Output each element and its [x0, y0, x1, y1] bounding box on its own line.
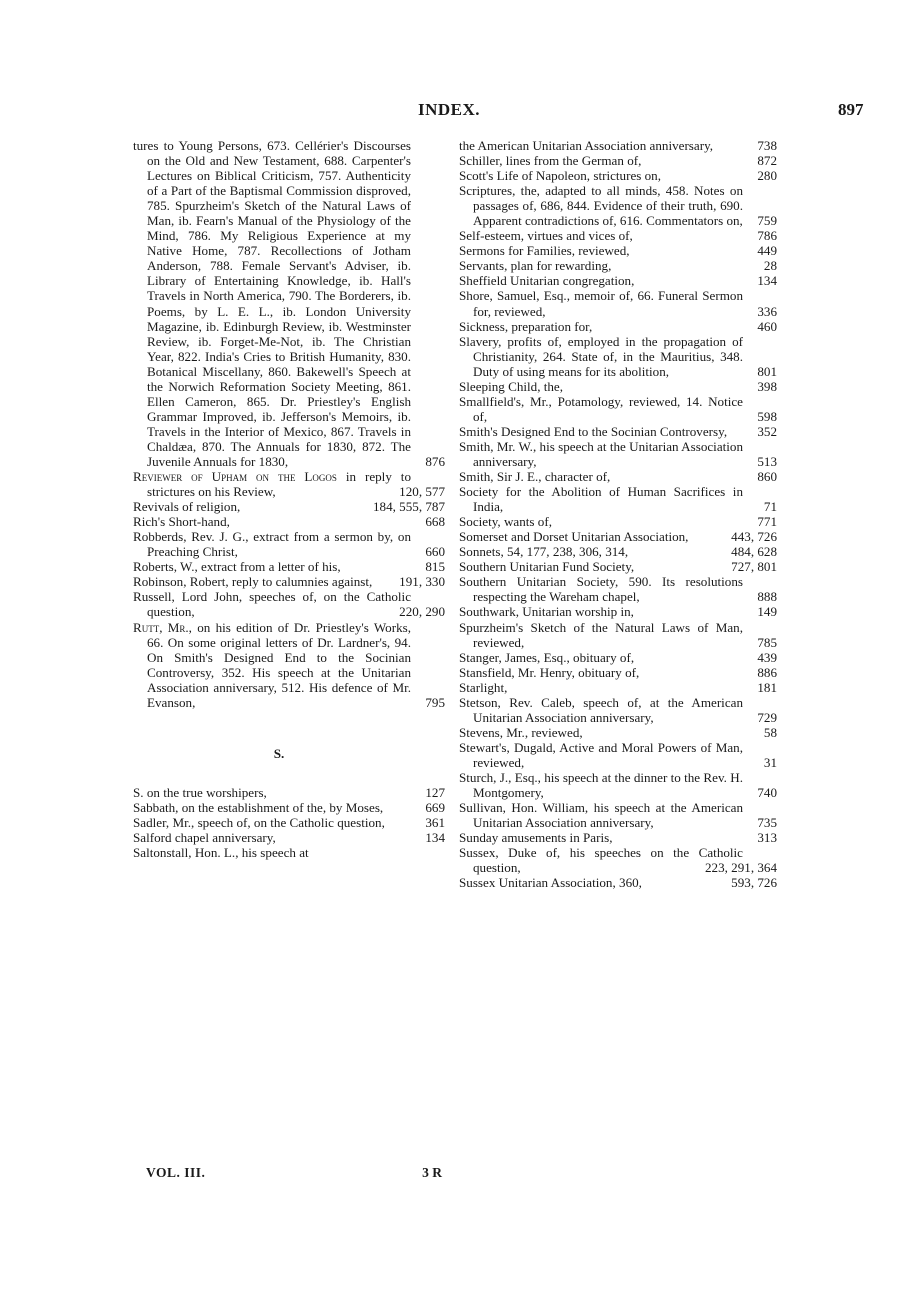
entry-page-ref: 815	[425, 559, 445, 575]
volume-label: VOL. III.	[146, 1165, 206, 1180]
index-entry	[459, 484, 777, 514]
index-entry	[459, 559, 777, 574]
entry-text: Smallfield's, Mr., Potamology, reviewed, 14. Notice of,	[459, 393, 743, 424]
index-entry	[133, 785, 445, 800]
index-entry	[133, 620, 445, 710]
entry-text: Sturch, J., Esq., his speech at the dinner to the Rev. H. Montgomery,	[459, 769, 743, 801]
entry-page-ref: 759	[757, 213, 777, 229]
entry-page-ref: 120, 577	[399, 484, 445, 500]
entry-heading: Reviewer of Upham on the Logos	[133, 469, 337, 485]
index-entry	[133, 574, 445, 589]
index-entry	[459, 379, 777, 394]
entry-text: Society for the Abolition of Human Sacrifices in India,	[459, 484, 743, 515]
index-entry	[133, 469, 445, 499]
entry-page-ref: 786	[757, 228, 777, 244]
entry-text: Southern Unitarian Society, 590. Its resolutions respecting the Wareham chapel,	[459, 574, 743, 605]
index-entry	[459, 138, 777, 153]
entry-text: Sleeping Child, the,	[459, 378, 564, 394]
entry-page-ref: 795	[425, 694, 445, 710]
entry-page-ref: 876	[425, 453, 445, 469]
entry-page-ref: 668	[425, 514, 445, 530]
entry-page-ref: 449	[757, 243, 777, 259]
entry-text: Smith's Designed End to the Socinian Controversy,	[459, 423, 728, 439]
entry-text: Stewart's, Dugald, Active and Moral Powers of Man, reviewed,	[459, 739, 743, 770]
index-entry	[459, 770, 777, 800]
index-entry	[133, 529, 445, 559]
entry-page-ref: 860	[757, 469, 777, 485]
entry-page-ref: 191, 330	[399, 574, 445, 590]
index-column-left	[133, 138, 445, 860]
index-entry	[459, 604, 777, 619]
index-entry	[459, 273, 777, 288]
index-entry	[459, 439, 777, 469]
index-entry	[133, 800, 445, 815]
entry-page-ref: 872	[757, 153, 777, 169]
entry-text: Sussex Unitarian Association, 360,	[459, 875, 642, 891]
entry-page-ref: 460	[757, 318, 777, 334]
index-entry	[459, 845, 777, 875]
entry-page-ref: 134	[425, 829, 445, 845]
entry-text: Spurzheim's Sketch of the Natural Laws of Man, reviewed,	[459, 619, 743, 650]
entry-page-ref: 801	[757, 363, 777, 379]
entry-text: Saltonstall, Hon. L., his speech at	[133, 845, 309, 861]
entry-page-ref: 740	[757, 785, 777, 801]
entry-page-ref: 735	[757, 815, 777, 831]
entry-page-ref: 660	[425, 544, 445, 560]
entry-page-ref: 443, 726	[731, 529, 777, 545]
index-entry	[133, 830, 445, 845]
index-entry	[459, 469, 777, 484]
entry-text: Sadler, Mr., speech of, on the Catholic question,	[133, 814, 385, 830]
index-entry	[459, 665, 777, 680]
entry-page-ref: 352	[757, 423, 777, 439]
entry-text: Robinson, Robert, reply to calumnies against,	[133, 574, 373, 590]
entry-page-ref: 149	[757, 604, 777, 620]
entry-page-ref: 28	[763, 258, 777, 274]
entry-page-ref: 727, 801	[731, 559, 777, 575]
entry-page-ref: 313	[757, 830, 777, 846]
signature-mark: 3 R	[422, 1165, 442, 1180]
entry-text: Schiller, lines from the German of,	[459, 153, 642, 169]
entry-text: Stetson, Rev. Caleb, speech of, at the American Unitarian Association anniversary,	[459, 694, 743, 725]
entry-page-ref: 785	[757, 634, 777, 650]
entry-page-ref: 71	[763, 499, 777, 515]
entry-page-ref: 181	[757, 679, 777, 695]
index-entry	[459, 319, 777, 334]
entry-page-ref: 729	[757, 709, 777, 725]
entry-text: Smith, Mr. W., his speech at the Unitarian Association anniversary,	[459, 438, 743, 469]
index-entry	[459, 800, 777, 830]
index-entry	[459, 258, 777, 273]
entry-text: S. on the true worshipers,	[133, 784, 267, 800]
page-header	[0, 100, 909, 124]
index-entry	[459, 243, 777, 258]
entry-text: Sullivan, Hon. William, his speech at the American Unitarian Association anniversary,	[459, 800, 743, 831]
entry-text: the American Unitarian Association anniversary,	[459, 138, 714, 153]
index-entry	[133, 514, 445, 529]
entry-page-ref: 336	[757, 303, 777, 319]
entry-text: Society, wants of,	[459, 514, 552, 530]
entry-text: Stanger, James, Esq., obituary of,	[459, 649, 635, 665]
entry-page-ref: 361	[425, 814, 445, 830]
entry-text: Southwark, Unitarian worship in,	[459, 604, 634, 620]
page-footer	[146, 1165, 442, 1181]
index-column-right	[459, 138, 777, 890]
index-block-s	[133, 785, 445, 860]
index-entry	[459, 830, 777, 845]
entry-text: Scriptures, the, adapted to all minds, 458. Notes on passages of, 686, 844. Evidence of their truth, 690. Apparent contradictions of, 616. Commentators on,	[459, 183, 743, 229]
index-entry	[459, 574, 777, 604]
index-entry	[459, 228, 777, 243]
index-entry	[459, 153, 777, 168]
entry-text: Shore, Samuel, Esq., memoir of, 66. Funeral Sermon for, reviewed,	[459, 288, 743, 319]
index-entry	[459, 650, 777, 665]
entry-text: Starlight,	[459, 679, 508, 695]
entry-page-ref: 127	[425, 784, 445, 800]
entry-text: Smith, Sir J. E., character of,	[459, 469, 611, 485]
entry-text: Stansfield, Mr. Henry, obituary of,	[459, 664, 640, 680]
index-entry	[459, 424, 777, 439]
entry-text: Sermons for Families, reviewed,	[459, 243, 630, 259]
index-entry	[459, 695, 777, 725]
page-number: 897	[838, 100, 864, 119]
entry-text: Salford chapel anniversary,	[133, 829, 276, 845]
entry-text: Scott's Life of Napoleon, strictures on,	[459, 168, 661, 184]
entry-text: Sonnets, 54, 177, 238, 306, 314,	[459, 544, 629, 560]
entry-text: on his edition of Dr. Priestley's Works, 66. On some original letters of Dr. Lardner's, 94. On Smith's Designed End to the Socinian Controversy, 352. His speech at the Unitarian Association anniversary, 512. His defence of Mr. Evanson,	[147, 619, 412, 710]
entry-page-ref: 31	[763, 754, 777, 770]
index-entry	[133, 499, 445, 514]
entry-text: Sickness, preparation for,	[459, 318, 593, 334]
entry-page-ref: 598	[757, 408, 777, 424]
index-entry	[459, 875, 777, 890]
index-entry	[133, 559, 445, 574]
entry-page-ref: 513	[757, 453, 777, 469]
index-entry	[133, 138, 445, 469]
entry-page-ref: 484, 628	[731, 544, 777, 560]
entry-page-ref: 886	[757, 664, 777, 680]
index-entry	[459, 394, 777, 424]
entry-heading: Rutt, Mr.,	[133, 619, 192, 635]
entry-text: Robberds, Rev. J. G., extract from a sermon by, on Preaching Christ,	[133, 529, 411, 560]
entry-text: Russell, Lord John, speeches of, on the Catholic question,	[133, 589, 411, 620]
entry-page-ref: 888	[757, 589, 777, 605]
entry-page-ref: 280	[757, 168, 777, 184]
index-entry	[459, 334, 777, 379]
entry-page-ref: 593, 726	[731, 875, 777, 891]
entry-text: Sunday amusements in Paris,	[459, 830, 613, 846]
index-entry	[459, 544, 777, 559]
index-block-s-continued	[459, 138, 777, 890]
index-entry	[459, 725, 777, 740]
entry-page-ref: 439	[757, 649, 777, 665]
entry-text: Rich's Short-hand,	[133, 514, 230, 530]
index-entry	[133, 815, 445, 830]
entry-page-ref: 771	[757, 514, 777, 530]
entry-text: Slavery, profits of, employed in the propagation of Christianity, 264. State of, in the Mauritius, 348. Duty of using means for its abolition,	[459, 333, 743, 379]
index-entry	[459, 168, 777, 183]
entry-page-ref: 738	[757, 138, 777, 153]
index-entry	[459, 514, 777, 529]
entry-text: Southern Unitarian Fund Society,	[459, 559, 635, 575]
index-entry	[459, 529, 777, 544]
index-entry	[459, 288, 777, 318]
entry-page-ref: 223, 291, 364	[704, 860, 777, 876]
entry-text: Stevens, Mr., reviewed,	[459, 724, 583, 740]
index-entry	[459, 183, 777, 228]
index-block-r	[133, 138, 445, 710]
entry-text: Servants, plan for rewarding,	[459, 258, 612, 274]
section-letter-s: S.	[273, 745, 285, 761]
index-entry	[459, 680, 777, 695]
entry-page-ref: 398	[757, 378, 777, 394]
entry-text: Roberts, W., extract from a letter of his,	[133, 559, 341, 575]
entry-text: Sheffield Unitarian congregation,	[459, 273, 635, 289]
entry-text: Self-esteem, virtues and vices of,	[459, 228, 633, 244]
index-entry	[459, 740, 777, 770]
entry-text: Somerset and Dorset Unitarian Association,	[459, 529, 689, 545]
entry-page-ref: 669	[425, 799, 445, 815]
entry-text: Revivals of religion,	[133, 499, 241, 515]
entry-page-ref: 58	[763, 724, 777, 740]
entry-text: Sabbath, on the establishment of the, by Moses,	[133, 799, 384, 815]
index-entry	[133, 845, 445, 860]
entry-page-ref: 220, 290	[399, 604, 445, 620]
index-entry	[459, 620, 777, 650]
entry-page-ref: 184, 555, 787	[372, 499, 445, 515]
index-entry	[133, 589, 445, 619]
page-title: INDEX.	[418, 100, 481, 119]
entry-text: Sussex, Duke of, his speeches on the Catholic question,	[459, 845, 743, 876]
entry-text: in reply to strictures on his Review,	[147, 469, 411, 500]
entry-text: tures to Young Persons, 673. Cellérier's Discourses on the Old and New Testament, 688. Carpenter's Lectures on Biblical Criticism, 757. Authenticity of a Part of the Baptismal Commission disproved, 785. Spurzheim's Sketch of the Natural Laws of Man, ib. Fearn's Manual of the Physiology of the Mind, 786. My Religious Experience at my Native Home, 787. Recollections of Jotham Anderson, 788. Female Servant's Adviser, ib. Library of Entertaining Knowledge, ib. Hall's Travels in North America, 790. The Borderers, ib. Poems, by L. E. L., ib. London University Magazine, ib. Edinburgh Review, ib. Westminster Review, ib. Forget-Me-Not, ib. The Christian Year, 822. India's Cries to British Humanity, 830. Botanical Miscellany, 860. Bakewell's Speech at the Norwich Reformation Society Meeting, 861. Ellen Cameron, 865. Dr. Priestley's English Grammar Improved, ib. Jefferson's Memoirs, ib. Travels in the Interior of Mexico, 867. Travels in Chaldæa, 870. The Annuals for 1830, 872. The Juvenile Annuals for 1830,	[133, 138, 411, 469]
entry-page-ref: 134	[757, 273, 777, 289]
